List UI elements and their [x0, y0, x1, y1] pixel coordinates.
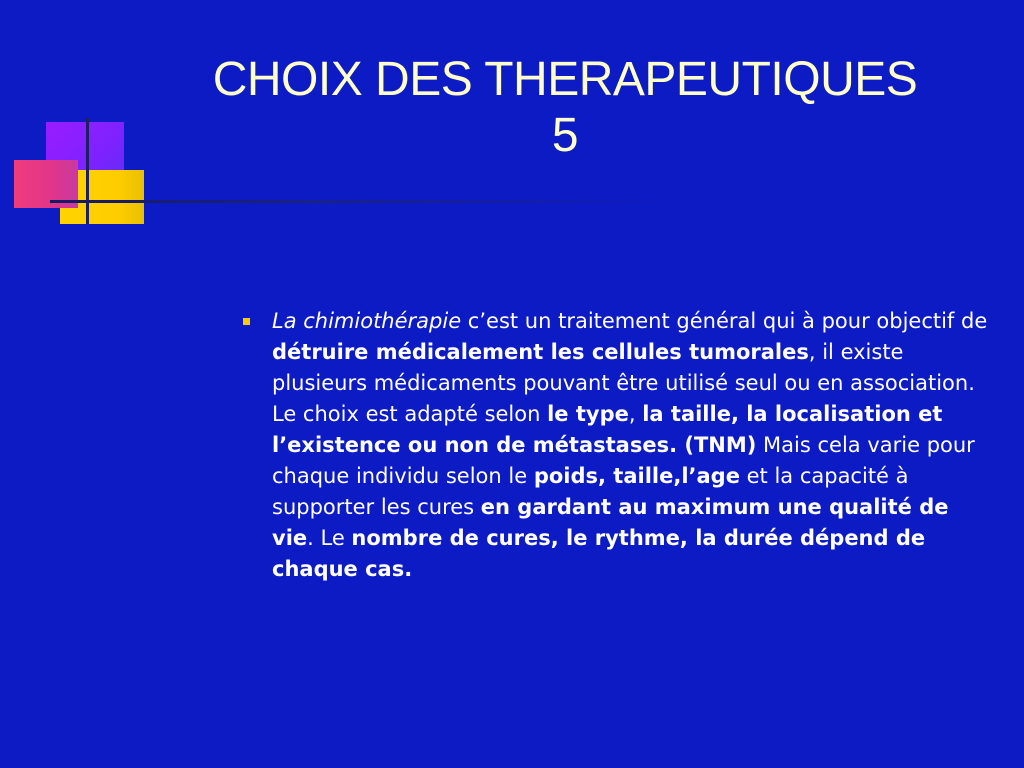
bullet-text	[272, 309, 987, 581]
text-segment: c’est un traitement général qui à pour objectif de	[461, 309, 988, 333]
text-segment: en gardant au maximum une qualité de vie	[272, 495, 949, 550]
bullet-item	[242, 306, 994, 585]
title-line-2: 5	[551, 109, 579, 162]
text-segment: ,	[628, 402, 643, 426]
text-segment: La chimiothérapie	[272, 309, 462, 333]
title-line-1: CHOIX DES THERAPEUTIQUES	[212, 53, 918, 106]
slide-content	[242, 306, 994, 585]
vertical-line	[86, 118, 89, 224]
text-segment: détruire médicalement les cellules tumorales	[272, 340, 809, 364]
text-segment: nombre de cures, le rythme, la durée dépend de chaque cas.	[272, 526, 926, 581]
text-segment: et la capacité à supporter les cures	[272, 464, 909, 519]
square-bullet-icon	[243, 318, 250, 325]
horizontal-rule	[50, 200, 670, 203]
text-segment: . Le	[307, 526, 352, 550]
text-segment: poids, taille,l’age	[533, 464, 740, 488]
text-segment: , il existe plusieurs médicaments pouvant être utilisé seul ou en association. Le choix est adapté selon	[272, 340, 975, 426]
slide-title	[130, 52, 1000, 164]
text-segment: Mais cela varie pour chaque individu selon le	[272, 433, 975, 488]
text-segment: la taille, la localisation et l’existence ou non de métastases. (TNM)	[272, 402, 943, 457]
text-segment: le type	[547, 402, 629, 426]
